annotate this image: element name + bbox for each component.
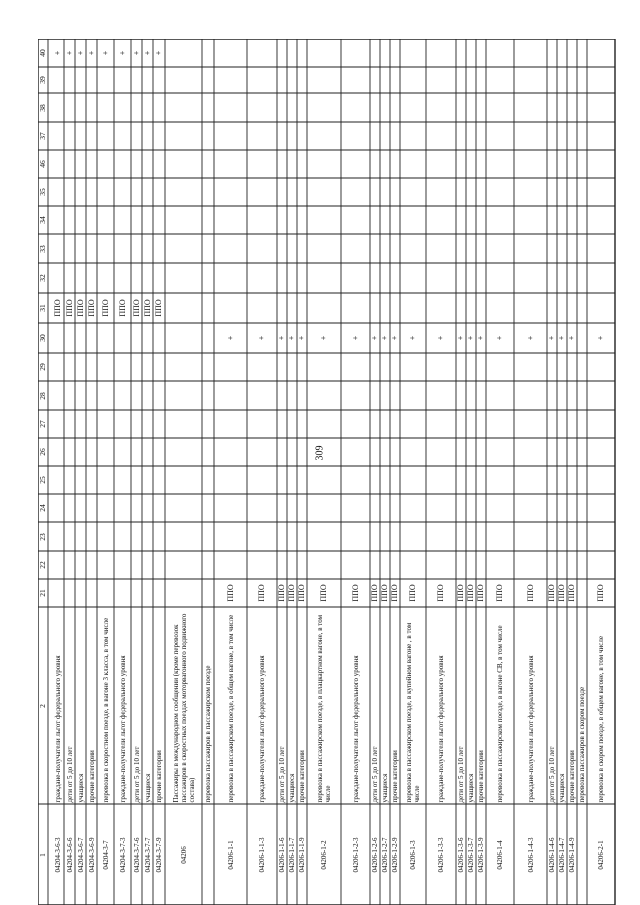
row-code: 04206-1-1-3 — [258, 837, 266, 872]
row-code: 04204-3-7-9 — [155, 837, 163, 872]
cell-30: + — [596, 335, 605, 341]
row-code: 04206-1-4-6 — [548, 837, 556, 872]
cell-40: + — [117, 50, 127, 56]
header-cell: 23 — [38, 532, 47, 541]
row-code: 04206-1-3-9 — [477, 837, 485, 872]
cell-21: ППО — [319, 584, 328, 602]
row-code: 04204-3-6-7 — [76, 837, 85, 872]
cell-30: + — [350, 335, 360, 341]
row-name: граждане-получатели льгот федерального уровня — [54, 654, 62, 802]
row-name: прочие категории — [155, 749, 163, 802]
row-name: граждане-получатели льгот федерального уровня — [118, 654, 127, 802]
cell-21: ППО — [547, 584, 556, 602]
header-cell: 22 — [38, 561, 47, 569]
cell-40: + — [86, 50, 96, 56]
cell-30: + — [257, 335, 266, 341]
header-cell: 21 — [38, 589, 47, 597]
header-cell: 40 — [38, 49, 47, 57]
row-code: 04204-3-7-6 — [132, 837, 141, 872]
cell-30: + — [380, 335, 389, 341]
cell-30: + — [567, 335, 576, 341]
data-table — [38, 39, 638, 905]
cell-21: ППО — [557, 584, 566, 602]
cell-21: ППО — [257, 584, 266, 602]
cell-30: + — [370, 335, 379, 341]
cell-31: ППО — [75, 299, 85, 317]
row-code — [202, 804, 214, 905]
cell-31: ППО — [154, 299, 163, 317]
cell-31: ППО — [53, 299, 62, 317]
cell-30: + — [297, 335, 306, 341]
cell-21: ППО — [466, 584, 475, 602]
row-name: дети от 5 до 10 лет — [371, 746, 379, 802]
cell-21: ППО — [297, 584, 306, 602]
cell-30: + — [466, 335, 475, 341]
row-code: 04204-3-6-6 — [65, 837, 74, 872]
row-code: 04206-1-2-7 — [381, 837, 389, 872]
cell-40: + — [154, 50, 163, 56]
cell-21: ППО — [390, 584, 399, 602]
cell-31: ППО — [117, 299, 127, 317]
row-name: учащиеся — [76, 773, 85, 802]
cell-31: ППО — [100, 299, 110, 317]
header-cell: 34 — [38, 216, 47, 224]
header-cell: 46 — [38, 160, 47, 168]
cell-30: + — [525, 335, 535, 341]
cell-30: + — [390, 335, 399, 341]
row-code: 04204-3-6-9 — [87, 837, 96, 872]
row-code: 04206-1-1-9 — [298, 837, 306, 872]
row-name: перевозка в скором поезде, в общем вагоне, в том числе — [597, 635, 605, 802]
header-cell: 35 — [38, 188, 47, 196]
cell-30: + — [557, 335, 566, 341]
cell-21: ППО — [350, 584, 360, 602]
header-cell: 2 — [38, 703, 47, 708]
row-name: дети от 5 до 10 лет — [132, 746, 141, 802]
cell-40: + — [100, 50, 110, 56]
row-name: граждане-получатели льгот федерального уровня — [351, 654, 360, 802]
cell-30: + — [225, 335, 235, 341]
header-cell: 39 — [38, 76, 47, 84]
row-code: 04206-1-3-3 — [437, 837, 445, 872]
header-cell: 25 — [38, 476, 47, 484]
row-code: 04206-1-1-7 — [288, 837, 296, 872]
row-name: перевозка в скоростном поезде, в вагоне 3 класса, в том числе — [101, 617, 110, 802]
row-name: дети от 5 до 10 лет — [278, 746, 286, 802]
cell-21: ППО — [456, 584, 465, 602]
row-name: перевозка в пассажирском поезде, в вагоне СВ, в том числе — [496, 624, 504, 802]
row-name: прочие категории — [87, 749, 96, 802]
row-code: 04206-1-4-7 — [558, 837, 566, 872]
header-cell: 31 — [38, 304, 47, 312]
row-name: перевозка в пассажирском поезде, в общем вагоне, в том числе — [226, 614, 235, 802]
row-name: Пассажиры в международном сообщении (кроме перевозок пассажиров в скоростных поездах моторвагонного подвижного состава) — [171, 613, 196, 802]
cell-30: + — [287, 335, 296, 341]
cell-21: ППО — [225, 584, 235, 602]
cell-30: + — [476, 335, 485, 341]
cell-40: + — [53, 50, 62, 56]
cell-21: ППО — [370, 584, 379, 602]
cell-31: ППО — [142, 299, 152, 317]
row-name: прочие категории — [568, 749, 576, 802]
row-code: 04206-1-2-9 — [391, 837, 399, 872]
row-name: учащиеся — [288, 773, 296, 802]
row-name: перевозка пассажиров в пассажирском поезде — [204, 665, 212, 802]
row-code: 04206-1-4-3 — [526, 837, 535, 872]
cell-30: + — [495, 335, 504, 341]
header-cell: 27 — [38, 420, 47, 428]
row-code: 04204-3-7-3 — [118, 837, 127, 872]
cell-21: ППО — [408, 584, 417, 602]
header-cell: 33 — [38, 244, 47, 253]
row-code: 04206-2-1 — [597, 839, 605, 870]
header-cell: 28 — [38, 391, 47, 400]
row-code: 04204-3-7-7 — [143, 837, 152, 872]
row-name: граждане-получатели льгот федерального уровня — [526, 654, 535, 802]
cell-30: + — [408, 335, 417, 341]
row-code: 04206-1-2-6 — [371, 837, 379, 872]
row-code: 04206 — [179, 845, 188, 864]
row-name: перевозка в пассажирском поезде, в плацкартном вагоне, в том числе — [316, 614, 332, 802]
row-code: 04206-1-4-9 — [568, 837, 576, 872]
header-cell: 38 — [38, 103, 47, 112]
cell-21: ППО — [495, 584, 504, 602]
header-cell: 30 — [38, 334, 47, 342]
row-code: 04206-1-2-3 — [351, 837, 360, 872]
page-number: 309 — [314, 445, 326, 461]
row-name: граждане-получатели льгот федерального уровня — [437, 654, 445, 802]
header-cell: 29 — [38, 363, 47, 371]
cell-21: ППО — [596, 584, 605, 602]
row-name: дети от 5 до 10 лет — [65, 746, 74, 802]
row-name: прочие категории — [298, 749, 306, 802]
row-name: учащиеся — [558, 773, 566, 802]
row-code: 04206-1-1-6 — [278, 837, 286, 872]
cell-21: ППО — [525, 584, 535, 602]
cell-21: ППО — [476, 584, 485, 602]
header-cell: 1 — [38, 852, 47, 857]
header-cell: 37 — [38, 132, 47, 140]
row-code: 04206-1-1 — [226, 839, 235, 870]
row-name: прочие категории — [391, 749, 399, 802]
cell-21: ППО — [436, 584, 445, 602]
row-name: дети от 5 до 10 лет — [457, 746, 465, 802]
row-name: учащиеся — [467, 773, 475, 802]
cell-30: + — [319, 335, 328, 341]
cell-21: ППО — [277, 584, 286, 602]
row-code: 04204-3-7 — [101, 839, 110, 870]
row-name: учащиеся — [381, 773, 389, 802]
header-cell: 24 — [38, 504, 47, 512]
row-name: граждане-получатели льгот федерального уровня — [258, 654, 266, 802]
row-code: 04204-3-6-3 — [54, 837, 62, 872]
row-code — [577, 804, 587, 905]
cell-30: + — [547, 335, 556, 341]
row-name: перевозка в пассажирском поезде, в купейном вагоне , в том числе — [405, 622, 421, 802]
cell-40: + — [75, 50, 85, 56]
header-cell: 26 — [38, 448, 47, 456]
cell-31: ППО — [131, 299, 141, 317]
header-cell: 32 — [38, 274, 47, 282]
cell-31: ППО — [64, 299, 74, 317]
cell-21: ППО — [287, 584, 296, 602]
row-code: 04206-1-3-6 — [457, 837, 465, 872]
row-name: дети от 5 до 10 лет — [548, 746, 556, 802]
cell-30: + — [436, 335, 445, 341]
row-name: прочие категории — [477, 749, 485, 802]
row-code: 04206-1-3 — [409, 839, 417, 870]
row-code: 04206-1-3-7 — [467, 837, 475, 872]
cell-30: + — [456, 335, 465, 341]
row-name: перевозка пассажиров в скором поезде — [578, 686, 586, 802]
cell-21: ППО — [567, 584, 576, 602]
cell-30: + — [277, 335, 286, 341]
cell-40: + — [64, 50, 74, 56]
cell-31: ППО — [86, 299, 96, 317]
cell-40: + — [131, 50, 141, 56]
row-name: учащиеся — [143, 773, 152, 802]
cell-21: ППО — [380, 584, 389, 602]
row-code: 04206-1-2 — [320, 839, 328, 870]
row-code: 04206-1-4 — [496, 839, 504, 870]
cell-40: + — [142, 50, 152, 56]
